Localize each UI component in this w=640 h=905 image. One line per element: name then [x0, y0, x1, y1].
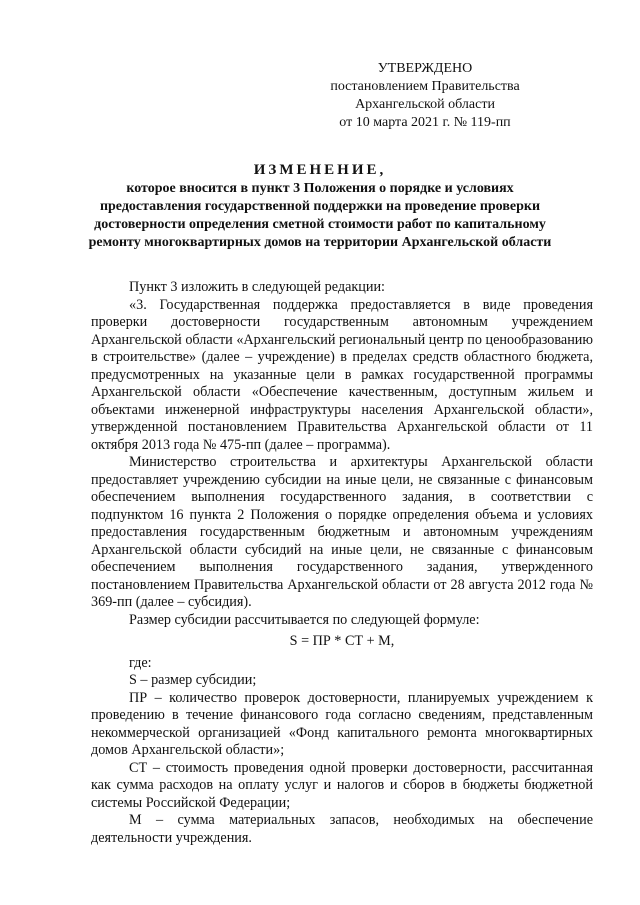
title-line: достоверности определения сметной стоимости работ по капитальному — [94, 217, 546, 232]
paragraph-formula-intro: Размер субсидии рассчитывается по следующей формуле: — [129, 611, 480, 628]
paragraph-support: «3. Государственная поддержка предоставляется в виде проведения проверки достоверности государственным автономным учреждением Архангельской области «Архангельский региональный центр по ценообразованию в строительстве» (далее – учреждение) в пределах средств областного бюджета, предусмотренных на указанные цели в рамках государственной программы Архангельской области «Обеспечение качественным, доступным жильем и объектами инженерной инфраструктуры населения Архангельской области», утвержденной постановлением Правительства Архангельской области от 11 октября 2013 года № 475-пп (далее – программа). — [91, 296, 593, 453]
approval-label: УТВЕРЖДЕНО — [377, 61, 473, 76]
paragraph-where: где: — [129, 654, 152, 671]
title-line: ремонту многоквартирных домов на территории Архангельской области — [88, 235, 552, 250]
document-title — [78, 160, 562, 252]
title-heading: ИЗМЕНЕНИЕ, — [253, 162, 387, 178]
title-line: которое вносится в пункт 3 Положения о порядке и условиях — [126, 181, 514, 196]
approval-region: Архангельской области — [355, 97, 495, 112]
title-line: предоставления государственной поддержки на проведение проверки — [99, 199, 541, 214]
definition-m: М – сумма материальных запасов, необходимых на обеспечение деятельности учреждения. — [91, 812, 593, 846]
document-body — [91, 279, 593, 847]
paragraph-intro: Пункт 3 изложить в следующей редакции: — [129, 279, 385, 295]
approval-stamp — [305, 60, 545, 132]
definition-st: СТ – стоимость проведения одной проверки достоверности, рассчитанная как сумма расходов на оплату услуг и налогов и сборов в бюджеты бюджетной системы Российской Федерации; — [91, 759, 593, 811]
paragraph-ministry: Министерство строительства и архитектуры Архангельской области предоставляет учреждению субсидии на иные цели, не связанные с финансовым обеспечением выполнения государственного задания, в соответствии с подпунктом 16 пункта 2 Положения о порядке определения объема и условиях предоставления государственным бюджетным и автономным учреждениям Архангельской области субсидий на иные цели, не связанные с финансовым обеспечением выполнения государственного задания, утвержденного постановлением Правительства Архангельской области от 28 августа 2012 года № 369-пп (далее – субсидия). — [91, 454, 593, 610]
definition-s: S – размер субсидии; — [129, 672, 257, 688]
approval-date-number: от 10 марта 2021 г. № 119-пп — [339, 115, 511, 130]
definition-pr: ПР – количество проверок достоверности, планируемых учреждением к проведению в течение финансового года согласно сведениям, представленным некоммерческой организацией «Фонд капитального ремонта многоквартирных домов Архангельской области»; — [91, 689, 593, 758]
approval-resolution: постановлением Правительства — [330, 79, 520, 94]
formula: S = ПР * СТ + М, — [289, 633, 395, 649]
